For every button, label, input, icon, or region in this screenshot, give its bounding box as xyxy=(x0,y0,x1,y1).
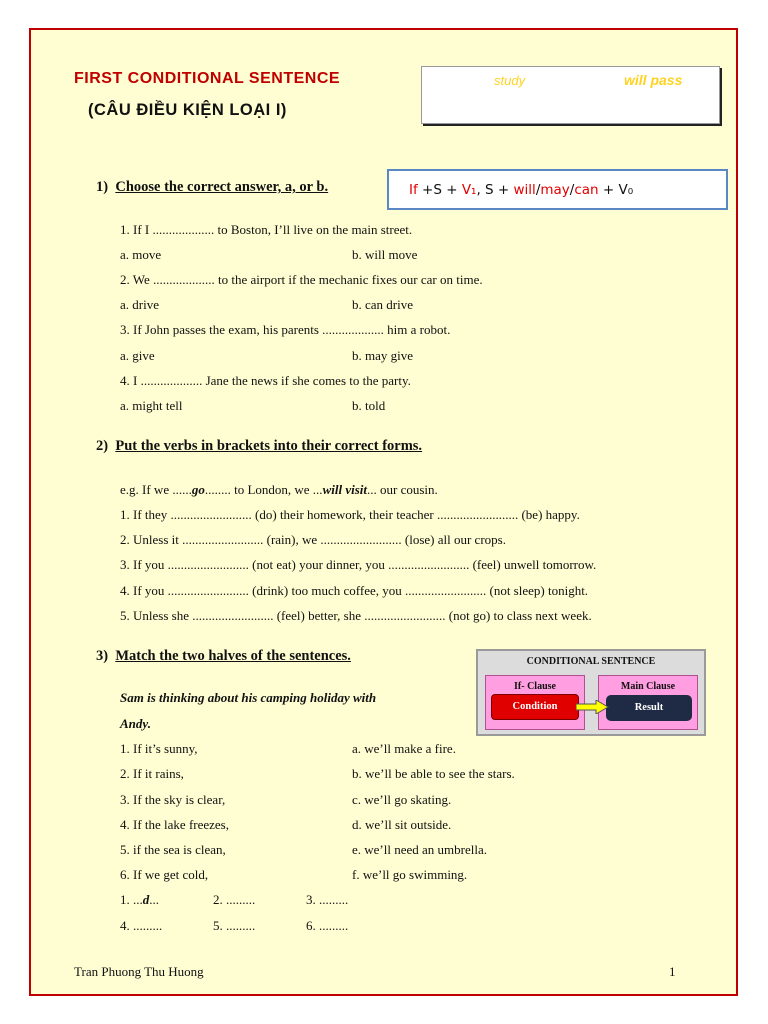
match-left: 5. if the sea is clean, xyxy=(120,842,226,857)
section-heading-text: Match the two halves of the sentences. xyxy=(115,648,351,664)
match-right: a. we’ll make a fire. xyxy=(352,741,456,756)
main-clause-box xyxy=(598,675,698,730)
formula-slash: / xyxy=(569,182,575,198)
formula-part: +S + xyxy=(417,182,462,198)
formula-if: If xyxy=(409,182,418,198)
formula-box xyxy=(387,169,728,210)
section-number: 1) xyxy=(96,179,109,195)
question-1: 1. If I ................... to Boston, I’ll live on the main street. xyxy=(120,222,413,237)
exercise-line: 1. If they ......................... (do) their homework, their teacher ......................... (be) happy. xyxy=(120,507,580,522)
match-left: 2. If it rains, xyxy=(120,766,184,781)
formula-v1: V₁ xyxy=(461,182,477,198)
footer-author: Tran Phuong Thu Huong xyxy=(74,964,204,979)
section1-heading xyxy=(96,179,377,196)
option-b: b. may give xyxy=(352,348,414,363)
example-word-study: study xyxy=(494,73,526,88)
answer-text: ... xyxy=(149,892,159,907)
footer-page-number: 1 xyxy=(669,964,676,979)
answer-text: 1. ... xyxy=(120,892,143,907)
answer-6: 6. ......... xyxy=(306,918,349,933)
example-answer: go xyxy=(191,482,205,497)
answer-5: 5. ......... xyxy=(213,918,256,933)
answer-2: 2. ......... xyxy=(213,892,256,907)
exercise-line: 2. Unless it ......................... (rain), we ......................... (lose) all our crops. xyxy=(120,532,506,547)
option-a: a. give xyxy=(120,348,155,363)
match-right: c. we’ll go skating. xyxy=(352,792,452,807)
formula-will: will xyxy=(513,182,536,198)
match-right: f. we’ll go swimming. xyxy=(352,867,468,882)
option-b: b. will move xyxy=(352,247,418,262)
example-box xyxy=(421,66,720,124)
if-clause-box xyxy=(485,675,585,730)
match-left: 1. If it’s sunny, xyxy=(120,741,198,756)
if-clause-label: If- Clause xyxy=(514,681,556,692)
answer-3: 3. ......... xyxy=(306,892,349,907)
exercise-line: 5. Unless she ......................... (feel) better, she ......................... (not go) to class next week. xyxy=(120,608,592,623)
formula-may: may xyxy=(540,182,570,198)
formula-text xyxy=(409,182,633,198)
example-text: ... our cousin. xyxy=(366,482,438,497)
match-left: 6. If we get cold, xyxy=(120,867,209,882)
example-word-will-pass: will pass xyxy=(624,72,683,88)
arrow-right-icon xyxy=(576,700,610,714)
match-left: 3. If the sky is clear, xyxy=(120,792,226,807)
example-text: e.g. If we ...... xyxy=(120,482,192,497)
match-right: d. we’ll sit outside. xyxy=(352,817,452,832)
result-pill: Result xyxy=(606,695,692,721)
section3-heading xyxy=(96,648,351,665)
section-number: 2) xyxy=(96,438,109,454)
option-b: b. told xyxy=(352,398,386,413)
exercise-line: 4. If you ......................... (drink) too much coffee, you ......................... (not sleep) tonight. xyxy=(120,583,589,598)
example-text: ........ to London, we ... xyxy=(204,482,323,497)
answer-value: d xyxy=(142,892,150,907)
page-subtitle: (CÂU ĐIỀU KIỆN LOẠI I) xyxy=(88,101,287,119)
context-line: Andy. xyxy=(120,716,151,731)
option-a: a. drive xyxy=(120,297,159,312)
option-a: a. move xyxy=(120,247,162,262)
answer-4: 4. ......... xyxy=(120,918,163,933)
question-4: 4. I ................... Jane the news if she comes to the party. xyxy=(120,373,411,388)
section-heading-text: Put the verbs in brackets into their correct forms. xyxy=(115,438,423,454)
main-clause-label: Main Clause xyxy=(620,681,676,692)
condition-pill: Condition xyxy=(491,694,579,720)
question-2: 2. We ................... to the airport if the mechanic fixes our car on time. xyxy=(120,272,483,287)
page-title: FIRST CONDITIONAL SENTENCE xyxy=(74,70,341,87)
context-line: Sam is thinking about his camping holiday with xyxy=(120,690,377,705)
formula-slash: / xyxy=(535,182,541,198)
section2-heading xyxy=(96,438,422,455)
answer-1 xyxy=(120,892,159,908)
example-answer: will visit xyxy=(322,482,367,497)
match-right: b. we’ll be able to see the stars. xyxy=(352,766,515,781)
section-number: 3) xyxy=(96,648,109,664)
example-line xyxy=(120,482,438,498)
exercise-line: 3. If you ......................... (not eat) your dinner, you ......................... (feel) unwell tomorrow. xyxy=(120,557,597,572)
conditional-diagram xyxy=(476,649,706,736)
match-right: e. we’ll need an umbrella. xyxy=(352,842,487,857)
option-a: a. might tell xyxy=(120,398,183,413)
option-b: b. can drive xyxy=(352,297,414,312)
match-left: 4. If the lake freezes, xyxy=(120,817,229,832)
question-3: 3. If John passes the exam, his parents ................... him a robot. xyxy=(120,322,451,337)
section-heading-text: Choose the correct answer, a, or b. xyxy=(115,179,329,195)
diagram-title: CONDITIONAL SENTENCE xyxy=(526,656,656,667)
formula-can: can xyxy=(574,182,599,198)
formula-part: , S + xyxy=(476,182,514,198)
formula-v0: + V₀ xyxy=(598,182,634,198)
